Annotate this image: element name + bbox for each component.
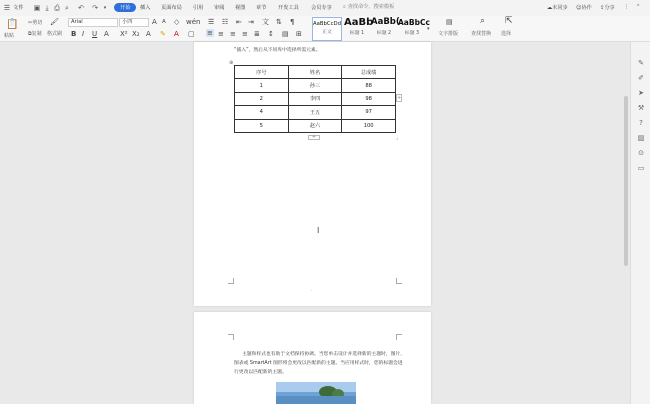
bold-icon[interactable]: B [71, 30, 77, 38]
share-button[interactable] [600, 4, 615, 11]
style-heading-2-label: 标题 2 [376, 31, 392, 36]
document-page-2[interactable] [194, 312, 431, 404]
table-row [235, 119, 396, 132]
page-end-marker: · [311, 288, 313, 294]
image-icon[interactable]: ▨ [637, 134, 645, 142]
undo-icon[interactable]: ↶ [78, 4, 84, 12]
ribbon-toolbar [0, 16, 650, 42]
superscript-icon[interactable]: X² [120, 30, 128, 38]
tab-page-layout[interactable]: 页面布局 [161, 5, 182, 11]
table-cell[interactable]: 100 [342, 119, 396, 132]
find-replace-button[interactable]: 查找替换 [471, 31, 492, 37]
paste-icon[interactable]: 📋 [6, 19, 19, 30]
grow-font-icon[interactable]: A [152, 18, 157, 26]
tab-chapter[interactable]: 章节 [256, 5, 267, 11]
paragraph-line: 行更改以匹配新的主题。 [234, 370, 287, 375]
style-heading-1[interactable] [344, 17, 374, 41]
margin-corner-bottom-left [228, 278, 234, 284]
menu-bar [0, 0, 650, 16]
table-move-handle-icon[interactable]: ⊕ [229, 60, 234, 66]
table-cell[interactable]: 88 [342, 79, 396, 92]
embedded-landscape-image[interactable] [276, 382, 356, 404]
cut-button[interactable] [28, 19, 42, 26]
more-options-icon[interactable]: ⋮ [624, 4, 630, 10]
page2-paragraph[interactable] [234, 350, 406, 377]
format-painter-icon[interactable]: 🖌 [50, 18, 59, 26]
table-header-cell[interactable]: 总成绩 [342, 66, 396, 79]
copy-label: 复制 [31, 31, 42, 37]
text-layout-button[interactable]: 文字排版 [438, 31, 459, 37]
table-cell[interactable]: 王五 [288, 106, 342, 119]
table-cell[interactable]: 赵六 [288, 119, 342, 132]
hamburger-menu-icon[interactable]: ☰ [3, 4, 11, 12]
right-sidebar [630, 42, 650, 404]
tab-view[interactable]: 视图 [235, 5, 246, 11]
style-heading-1-label: 标题 1 [349, 31, 365, 36]
subscript-icon[interactable]: X₂ [132, 30, 140, 38]
table-resize-handle-icon[interactable]: ⌟ [396, 135, 399, 141]
chinese-layout-icon[interactable]: 文 [262, 18, 269, 26]
command-search[interactable] [343, 3, 423, 13]
style-heading-3-sample: AaBbCc [398, 18, 430, 27]
underline-icon[interactable]: U [92, 30, 98, 38]
chevron-down-icon[interactable]: ▾ [103, 5, 107, 11]
style-normal-sample: AaBbCcDd [313, 21, 341, 27]
text-cursor-icon: I [317, 226, 320, 235]
add-column-handle[interactable]: + [397, 95, 402, 101]
table-header-cell[interactable]: 序号 [235, 66, 289, 79]
people-icon: ☺ [576, 5, 582, 11]
margin-corner-top-right [396, 334, 402, 340]
style-brush-icon[interactable]: ✐ [638, 74, 644, 82]
margin-corner-bottom-right [396, 278, 402, 284]
styles-more-icon[interactable]: ▾ [427, 26, 430, 32]
print-icon[interactable]: ⎙ [54, 4, 60, 12]
style-normal-label: 正文 [322, 30, 332, 35]
menu-file[interactable]: 文件 [13, 5, 24, 11]
table-cell[interactable]: 4 [235, 106, 289, 119]
find-replace-icon[interactable]: ⌕ [480, 16, 486, 26]
margin-corner-top-left [228, 334, 234, 340]
document-page-1[interactable] [194, 42, 431, 306]
tab-home[interactable]: 开始 [114, 3, 136, 12]
font-color-icon[interactable]: A [174, 30, 179, 38]
table-cell[interactable]: 2 [235, 92, 289, 105]
print-preview-icon[interactable]: ⌕ [65, 4, 69, 12]
align-left-icon[interactable]: ≡ [207, 29, 213, 37]
shading-icon[interactable]: ▤ [282, 30, 289, 38]
tab-member[interactable]: 会员专享 [311, 5, 332, 11]
text-layout-icon[interactable]: ▤ [446, 18, 453, 26]
style-heading-2[interactable] [371, 17, 400, 41]
numbered-list-icon[interactable]: ☷ [222, 18, 229, 26]
vertical-scrollbar[interactable] [624, 96, 628, 266]
collapse-ribbon-icon[interactable]: ⌃ [636, 4, 641, 10]
tab-insert[interactable]: 插入 [140, 5, 151, 11]
export-icon[interactable]: ⤓ [45, 4, 49, 12]
table-cell[interactable]: 孙三 [288, 79, 342, 92]
cut-label: 剪切 [32, 20, 43, 26]
line-spacing-icon[interactable]: ↕ [268, 30, 274, 38]
paste-button[interactable]: 粘贴 [4, 33, 15, 39]
cloud-icon: ☁ [547, 5, 553, 11]
sort-icon[interactable]: ⇅ [276, 18, 282, 26]
table-header-row [235, 66, 396, 79]
tab-review[interactable]: 审阅 [214, 5, 225, 11]
save-icon[interactable]: ▣ [33, 4, 41, 12]
sync-label: 未同步 [552, 5, 568, 11]
clear-format-icon[interactable]: ◇ [174, 18, 180, 26]
italic-icon[interactable]: I [82, 30, 85, 38]
pointer-icon[interactable]: ➤ [638, 89, 644, 97]
scissors-icon: ✂ [28, 20, 33, 26]
show-marks-icon[interactable]: ¶ [290, 18, 295, 26]
style-heading-1-sample: AaBb [344, 17, 374, 28]
collab-button[interactable] [576, 4, 592, 11]
table-cell[interactable]: 李四 [288, 92, 342, 105]
location-icon[interactable]: ⊙ [638, 149, 644, 157]
table-header-cell[interactable]: 姓名 [288, 66, 342, 79]
align-center-icon[interactable]: ≡ [218, 30, 224, 38]
copy-icon: ⧉ [28, 31, 32, 37]
page1-top-text: “插入”，然后从不同库中选择所需元素。 [234, 48, 321, 53]
pinyin-icon[interactable]: wén [186, 18, 201, 26]
table-row [235, 92, 396, 105]
collab-label: 协作 [581, 5, 592, 11]
bullet-list-icon[interactable]: ☰ [208, 18, 215, 26]
table-cell[interactable]: 97 [342, 106, 396, 119]
edit-pen-icon[interactable]: ✎ [638, 59, 644, 67]
font-name-select[interactable]: Arial [68, 18, 118, 27]
decrease-indent-icon[interactable]: ⇤ [236, 18, 242, 26]
copy-button[interactable] [28, 30, 42, 37]
share-icon: ⇪ [600, 5, 605, 11]
help-icon[interactable]: ? [639, 119, 643, 127]
align-right-icon[interactable]: ≡ [230, 30, 236, 38]
tab-references[interactable]: 引用 [193, 5, 204, 11]
table-row [235, 79, 396, 92]
char-border-icon[interactable]: ▢ [188, 30, 195, 38]
redo-icon[interactable]: ↷ [92, 4, 98, 12]
table-row [235, 106, 396, 119]
increase-indent-icon[interactable]: ⇥ [248, 18, 254, 26]
distribute-icon[interactable]: ≣ [254, 30, 260, 38]
style-heading-3-label: 标题 3 [404, 31, 420, 36]
table-cell[interactable]: 5 [235, 119, 289, 132]
format-painter-button[interactable]: 格式刷 [47, 31, 63, 37]
shrink-font-icon[interactable]: A [162, 19, 166, 25]
table-cell[interactable]: 98 [342, 92, 396, 105]
share-label: 分享 [604, 5, 615, 11]
tools-icon[interactable]: ⚒ [637, 104, 645, 112]
borders-icon[interactable]: ⊞ [296, 30, 302, 38]
style-heading-2-sample: AaBb( [371, 17, 400, 27]
highlight-icon[interactable]: ✎ [160, 30, 166, 38]
cursor-select-icon[interactable]: ⇱ [505, 16, 513, 26]
text-effect-icon[interactable]: A [146, 30, 151, 38]
comment-icon[interactable]: ▭ [637, 164, 645, 172]
search-icon: ⌕ [343, 4, 346, 10]
style-heading-3[interactable] [398, 17, 430, 41]
search-input[interactable]: 查找命令、搜索模板 [347, 4, 395, 10]
table-cell[interactable]: 1 [235, 79, 289, 92]
font-size-select[interactable]: 小四 [119, 18, 149, 27]
sync-status[interactable] [547, 4, 568, 11]
tab-developer[interactable]: 开发工具 [278, 5, 299, 11]
add-row-handle[interactable]: + [308, 135, 320, 140]
select-button[interactable]: 选择 [501, 31, 512, 37]
strikethrough-icon[interactable]: A [104, 30, 109, 38]
style-normal[interactable] [312, 17, 342, 41]
score-table[interactable] [234, 65, 396, 133]
paragraph-line: 图表或 SmartArt 图形将会更改以匹配新的主题。当应用样式时，您的标题会进 [234, 361, 403, 366]
paragraph-line: 主题和样式也有助于文档保持协调。当您单击设计并选择新的主题时，图片、 [242, 352, 406, 357]
justify-icon[interactable]: ≡ [242, 30, 248, 38]
